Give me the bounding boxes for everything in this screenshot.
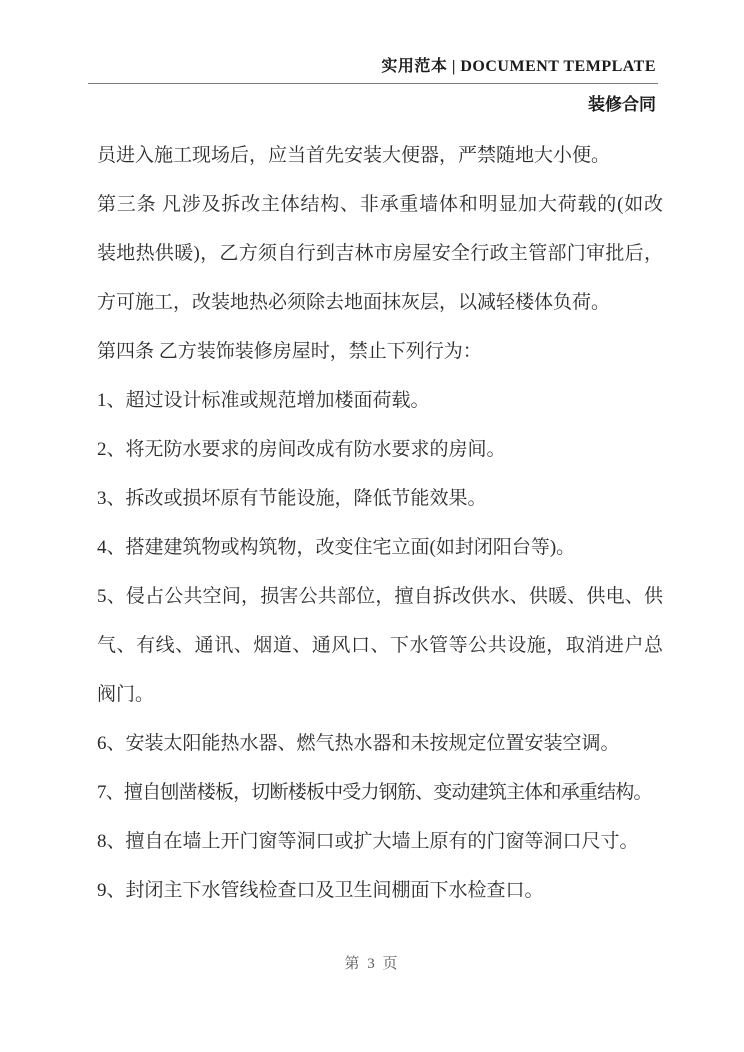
- text-line: 7、擅自刨凿楼板，切断楼板中受力钢筋、变动建筑主体和承重结构。: [97, 782, 652, 803]
- text-line: 6、安装太阳能热水器、燃气热水器和未按规定位置安装空调。: [97, 733, 620, 754]
- page-footer: [0, 952, 744, 973]
- text-line: 9、封闭主下水管线检查口及卫生间棚面下水检查口。: [97, 880, 544, 901]
- text-line: 8、擅自在墙上开门窗等洞口或扩大墙上原有的门窗等洞口尺寸。: [97, 831, 639, 852]
- text-line: 第三条 凡涉及拆改主体结构、非承重墙体和明显加大荷载的(如改: [97, 194, 663, 215]
- text-line: 2、将无防水要求的房间改成有防水要求的房间。: [97, 439, 506, 460]
- text-line: 装地热供暖)，乙方须自行到吉林市房屋安全行政主管部门审批后，: [97, 243, 663, 264]
- page-number: 第 3 页: [344, 956, 400, 972]
- text-line: 4、搭建建筑物或构筑物，改变住宅立面(如封闭阳台等)。: [97, 537, 576, 558]
- text-line: 第四条 乙方装饰装修房屋时，禁止下列行为：: [97, 341, 482, 362]
- text-line: 3、拆改或损坏原有节能设施，降低节能效果。: [97, 488, 487, 509]
- header-divider: [88, 83, 658, 84]
- text-line: 阀门。: [97, 684, 155, 705]
- brand-text: 实用范本 | DOCUMENT TEMPLATE: [381, 58, 656, 75]
- text-line: 5、侵占公共空间，损害公共部位，擅自拆改供水、供暖、供电、供: [97, 586, 663, 607]
- document-title: 装修合同: [588, 95, 656, 114]
- text-line: 气、有线、通讯、烟道、通风口、下水管等公共设施，取消进户总: [97, 635, 663, 656]
- document-body: [97, 131, 663, 915]
- text-line: 方可施工，改装地热必须除去地面抹灰层，以减轻楼体负荷。: [97, 292, 611, 313]
- text-line: 员进入施工现场后，应当首先安装大便器，严禁随地大小便。: [97, 145, 611, 166]
- text-line: 1、超过设计标准或规范增加楼面荷载。: [97, 390, 430, 411]
